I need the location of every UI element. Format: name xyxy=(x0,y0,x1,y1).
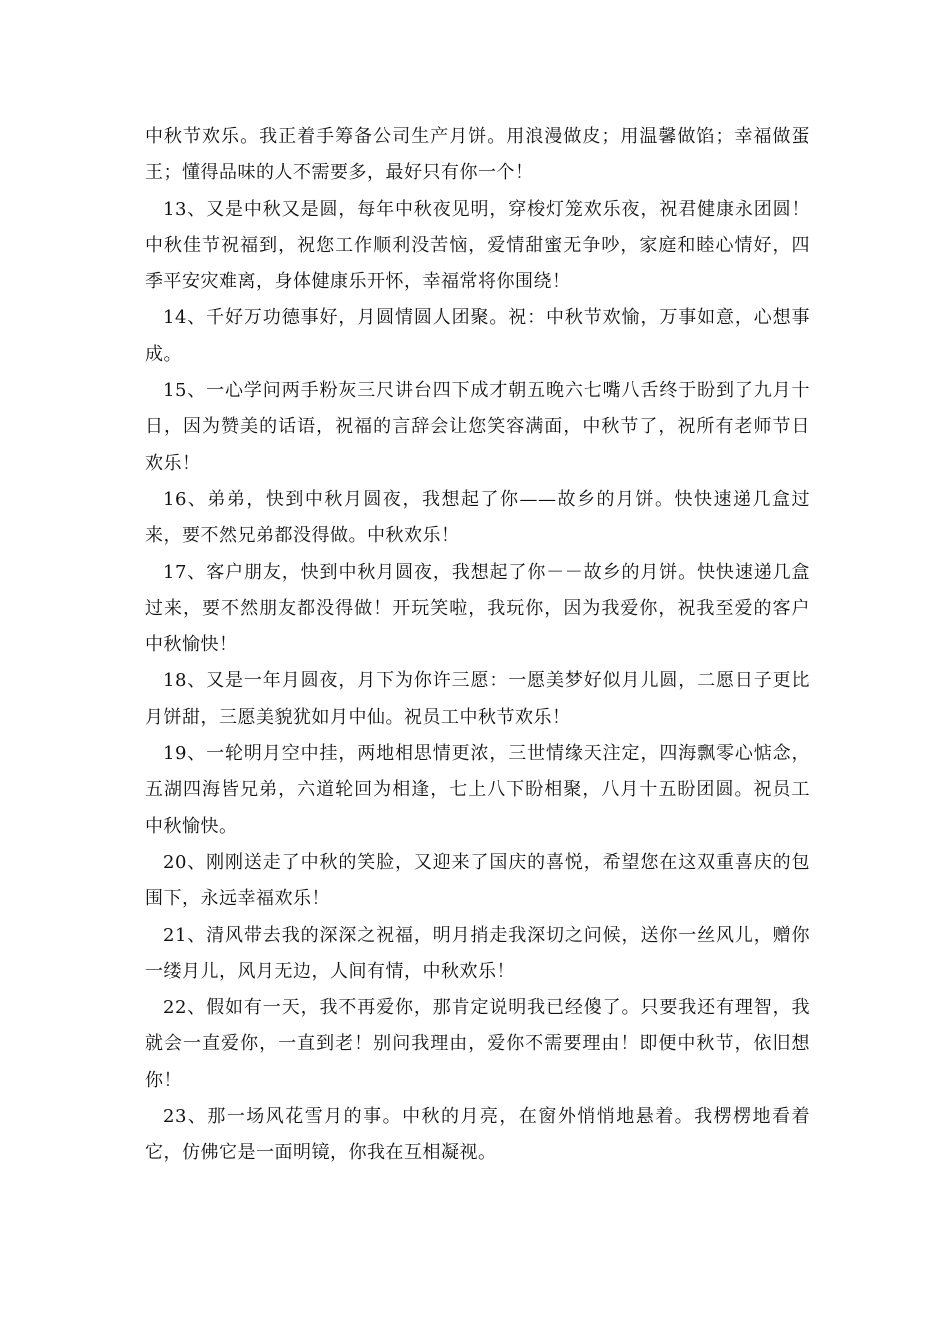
paragraph-15: 15、一心学问两手粉灰三尺讲台四下成才朝五晚六七嘴八舌终于盼到了九月十日，因为赞美的话语，祝福的言辞会让您笑容满面，中秋节了，祝所有老师节日欢乐！ xyxy=(145,380,810,474)
paragraph-17: 17、客户朋友，快到中秋月圆夜，我想起了你－－故乡的月饼。快快速递几盒过来，要不然朋友都没得做！开玩笑啦，我玩你，因为我爱你，祝我至爱的客户中秋愉快！ xyxy=(145,561,810,656)
paragraph-13: 13、又是中秋又是圆，每年中秋夜见明，穿梭灯笼欢乐夜，祝君健康永团圆！中秋佳节祝福到，祝您工作顺利没苦恼，爱情甜蜜无争吵，家庭和睦心情好，四季平安灾难离，身体健康乐开怀，幸福常将你围绕！ xyxy=(145,198,810,293)
paragraph-14: 14、千好万功德事好，月圆情圆人团聚。祝：中秋节欢愉，万事如意，心想事成。 xyxy=(145,307,810,365)
paragraph-23: 23、那一场风花雪月的事。中秋的月亮，在窗外悄悄地悬着。我楞楞地看着它，仿佛它是一面明镜，你我在互相凝视。 xyxy=(145,1106,810,1164)
paragraph-16: 16、弟弟，快到中秋月圆夜，我想起了你——故乡的月饼。快快速递几盒过来，要不然兄弟都没得做。中秋欢乐！ xyxy=(145,488,810,547)
paragraph-18: 18、又是一年月圆夜，月下为你许三愿：一愿美梦好似月儿圆，二愿日子更比月饼甜，三愿美貌犹如月中仙。祝员工中秋节欢乐！ xyxy=(145,670,810,728)
paragraph-20: 20、刚刚送走了中秋的笑脸，又迎来了国庆的喜悦，希望您在这双重喜庆的包围下，永远幸福欢乐！ xyxy=(145,851,810,910)
paragraph-19: 19、一轮明月空中挂，两地相思情更浓，三世情缘天注定，四海飘零心惦念，五湖四海皆兄弟，六道轮回为相逢，七上八下盼相聚，八月十五盼团圆。祝员工中秋愉快。 xyxy=(145,743,810,837)
paragraph-12-continued: 中秋节欢乐。我正着手筹备公司生产月饼。用浪漫做皮；用温馨做馅；幸福做蛋王；懂得品味的人不需要多，最好只有你一个！ xyxy=(145,126,810,184)
document-body xyxy=(145,119,810,1172)
paragraph-22: 22、假如有一天，我不再爱你，那肯定说明我已经傻了。只要我还有理智，我就会一直爱你，一直到老！别问我理由，爱你不需要理由！即便中秋节，依旧想你！ xyxy=(145,997,810,1091)
paragraph-21: 21、清风带去我的深深之祝福，明月捎走我深切之问候，送你一丝风儿，赠你一缕月儿，风月无边，人间有情，中秋欢乐！ xyxy=(145,924,810,982)
